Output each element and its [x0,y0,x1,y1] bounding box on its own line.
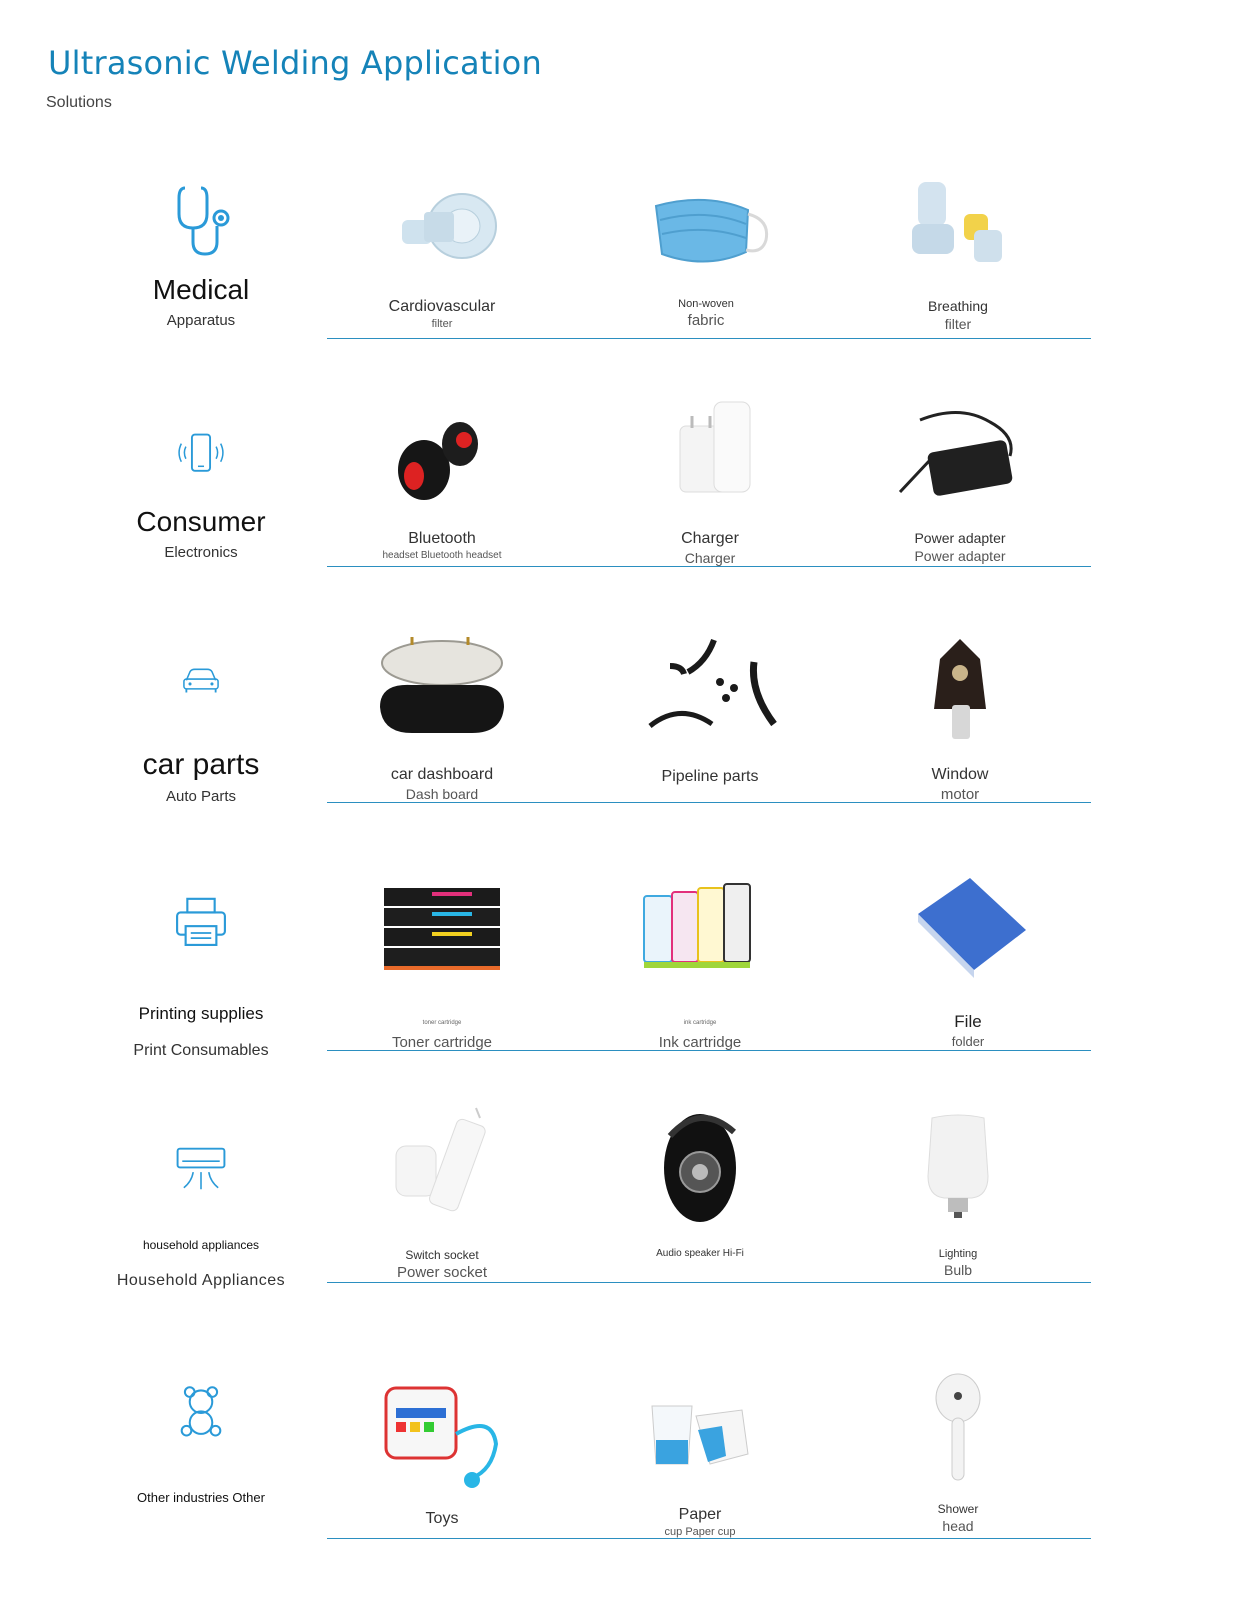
product-lighting-bulb [838,1112,1078,1278]
page-title: Ultrasonic Welding Application [48,44,542,82]
section-divider [327,1282,1091,1283]
product-shower-head [838,1370,1078,1534]
toy-icon [372,1374,512,1492]
category-subtitle: Print Consumables [133,1042,269,1059]
product-toys [322,1374,562,1530]
product-pipeline-parts [590,632,830,788]
category-title: Consumer [136,506,266,537]
product-toner-cartridge [322,878,562,1051]
earbuds-icon [372,400,512,518]
category-household [96,1144,306,1290]
category-title: Other industries Other [137,1490,265,1505]
product-car-dashboard [322,626,562,802]
ink-icon [630,878,770,996]
air-conditioner-icon [165,1144,237,1208]
shower-head-icon [888,1370,1028,1488]
car-icon [165,662,237,712]
product-sublabel: fabric [687,312,725,329]
product-label: Pipeline parts [661,768,759,785]
product-sublabel: Bulb [943,1262,973,1278]
motor-icon [890,626,1030,750]
category-subtitle: Household Appliances [116,1272,286,1289]
section-car-parts [0,616,1240,816]
product-label: Charger [681,530,739,547]
product-sublabel: Toner cartridge [391,1034,493,1051]
power-socket-icon [372,1106,512,1224]
product-sublabel: head [942,1518,974,1534]
section-medical [0,150,1240,350]
product-non-woven-fabric [586,170,826,329]
toner-icon [372,878,512,996]
category-subtitle: Electronics [164,544,238,561]
product-label: Breathing [928,298,988,314]
product-sublabel: Power adapter [914,548,1006,564]
product-label: ink cartridge [683,1020,717,1026]
bulb-icon [888,1112,1028,1230]
section-consumer [0,380,1240,580]
category-other [96,1384,306,1511]
speaker-icon [630,1106,770,1224]
product-label: car dashboard [390,766,494,783]
product-label: Toys [425,1510,459,1527]
face-mask-icon [636,170,776,288]
paper-cup-icon [630,1380,770,1498]
product-label: Power adapter [914,530,1006,546]
category-consumer [96,430,306,561]
product-label: Cardiovascular [388,298,496,315]
power-adapter-icon [890,400,1030,518]
stethoscope-icon [165,180,237,262]
product-power-adapter [840,400,1080,564]
category-car-parts [96,662,306,805]
product-label: File [954,1012,982,1031]
category-title: Medical [152,274,250,305]
folder-icon [898,874,1038,992]
product-label: toner cartridge [422,1020,462,1026]
breathing-filter-icon [888,164,1028,282]
section-divider [327,338,1091,339]
section-printing [0,868,1240,1068]
printer-icon [165,892,237,962]
product-cardiovascular-filter [322,170,562,330]
product-bluetooth-headset [322,400,562,561]
dashboard-icon [372,626,512,750]
product-sublabel: Ink cartridge [658,1034,742,1051]
product-sublabel: Dash board [405,786,479,802]
product-label: Paper [678,1506,722,1523]
category-title: household appliances [142,1238,260,1252]
product-label: Bluetooth [408,530,476,547]
section-divider [327,1050,1091,1051]
category-subtitle: Auto Parts [165,788,237,805]
product-label: Non-woven [678,298,734,310]
product-label: Shower [937,1502,979,1516]
product-audio-speaker [580,1106,820,1261]
product-sublabel: headset Bluetooth headset [382,550,502,561]
product-sublabel: motor [940,786,980,803]
product-window-motor [840,626,1080,803]
product-power-socket [322,1106,562,1281]
section-divider [327,1538,1091,1539]
category-subtitle: Apparatus [166,312,236,329]
product-paper-cup [580,1380,820,1538]
pipeline-icon [640,632,780,750]
product-file-folder [848,874,1088,1049]
category-title: car parts [142,748,260,781]
product-label: Audio speaker Hi-Fi [656,1248,744,1259]
category-title: Printing supplies [138,1004,264,1023]
section-household [0,1104,1240,1304]
category-medical [96,180,306,329]
product-sublabel: filter [944,316,972,332]
product-breathing-filter [838,164,1078,332]
product-sublabel: folder [951,1034,985,1049]
product-label: Switch socket [405,1248,479,1262]
page-subtitle: Solutions [46,94,112,111]
filter-icon [372,170,512,288]
section-divider [327,802,1091,803]
category-printing [96,892,306,1060]
product-ink-cartridge [580,878,820,1051]
section-divider [327,566,1091,567]
teddy-bear-icon [165,1384,237,1450]
product-sublabel: Power socket [396,1264,488,1281]
product-sublabel: filter [431,318,453,330]
charger-icon [640,396,780,514]
product-label: Window [931,766,989,783]
product-sublabel: Charger [684,550,736,566]
product-sublabel: cup Paper cup [664,1526,736,1538]
phone-vibrate-icon [165,430,237,492]
section-other [0,1360,1240,1560]
product-charger [590,396,830,566]
product-label: Lighting [938,1248,978,1260]
